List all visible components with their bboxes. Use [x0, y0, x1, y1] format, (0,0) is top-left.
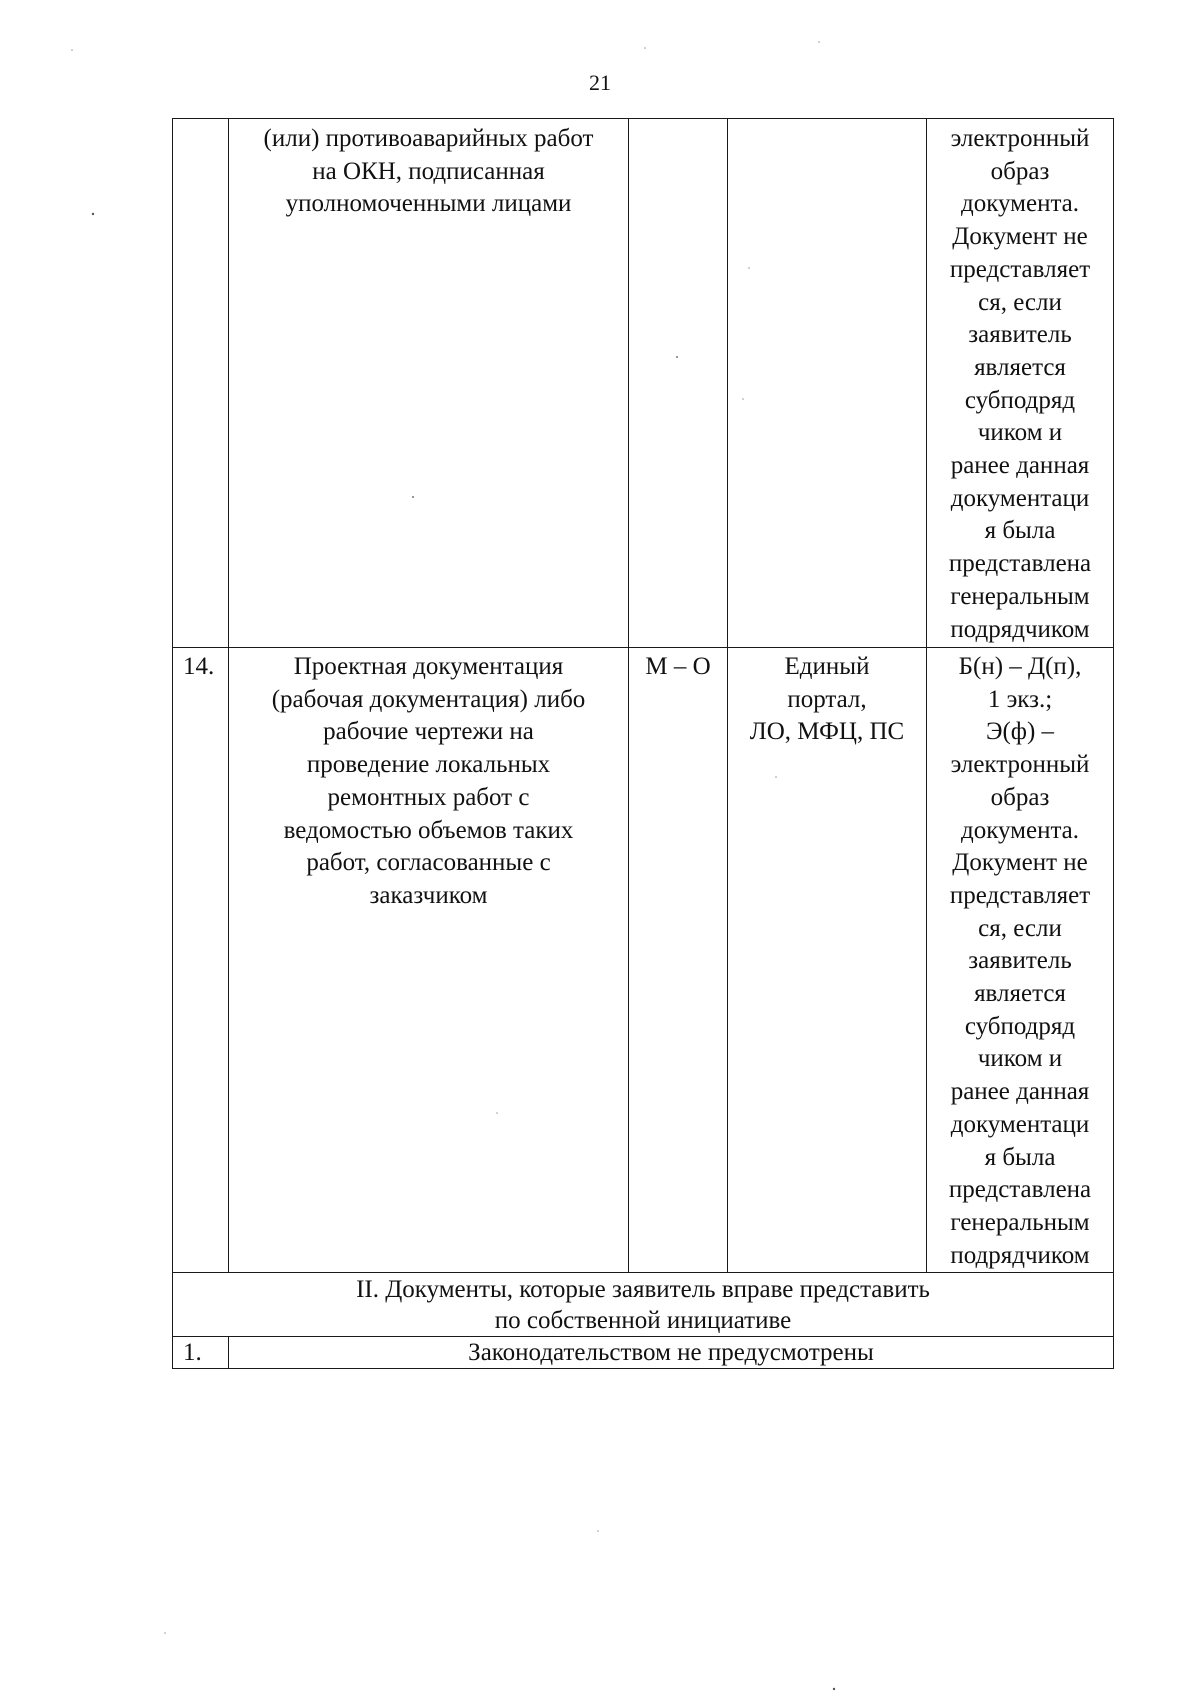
source-line: Единый [784, 653, 870, 680]
section-heading [173, 1273, 1114, 1337]
table-row-14 [173, 648, 1114, 1273]
form-line: документа. [960, 816, 1080, 844]
form-line: представлена [948, 1176, 1092, 1204]
form-line: чиком и [977, 419, 1063, 447]
category-cell: М – О [629, 648, 728, 1273]
row-text-cell: Законодательством не предусмотрены [229, 1337, 1114, 1369]
table-row-continuation [173, 119, 1114, 648]
scan-speck [92, 213, 94, 215]
form-line: образ [990, 783, 1050, 811]
document-name-line: рабочие чертежи на [323, 718, 534, 746]
document-name-line: (или) противоаварийных работ [263, 125, 594, 152]
page-number: 21 [589, 70, 611, 95]
form-line: подрядчиком [950, 1241, 1090, 1269]
form-line: ся, если [978, 914, 1062, 942]
form-line: электронный [950, 751, 1090, 779]
scan-speck [597, 1530, 599, 1532]
document-name-line: Проектная документация [293, 653, 564, 680]
scan-speck [818, 41, 820, 43]
table-row-section2-1 [173, 1337, 1114, 1369]
form-line: образ [990, 157, 1050, 185]
form-line: подрядчиком [950, 615, 1090, 643]
document-name-line: ремонтных работ с [327, 783, 530, 811]
form-line: документаци [950, 484, 1090, 512]
form-line: ранее данная [950, 452, 1090, 480]
document-name-cell [229, 648, 629, 1273]
form-line: Э(ф) – [985, 718, 1055, 746]
form-line: Документ не [952, 223, 1088, 251]
document-name-line: заказчиком [369, 881, 488, 909]
form-line: генеральным [950, 582, 1090, 610]
form-line: я была [984, 1143, 1056, 1171]
section-heading-row [173, 1273, 1114, 1337]
form-cell [927, 648, 1114, 1273]
scan-speck [71, 49, 73, 51]
form-line: заявитель [968, 947, 1072, 975]
form-line: представлена [948, 550, 1092, 578]
form-line: ся, если [978, 288, 1062, 316]
row-number-cell [173, 119, 229, 648]
document-name-line: ведомостью объемов таких [283, 816, 574, 844]
scan-speck [644, 47, 646, 49]
form-line: чиком и [977, 1045, 1063, 1073]
form-line: я была [984, 517, 1056, 545]
form-line: представляет [949, 881, 1091, 909]
scan-speck [164, 1632, 166, 1634]
section-heading-line: II. Документы, которые заявитель вправе представить [356, 1276, 930, 1304]
form-line: документа. [960, 190, 1080, 218]
form-line: Документ не [952, 849, 1088, 877]
form-cell [927, 119, 1114, 648]
form-line: субподряд [964, 1012, 1076, 1040]
form-line: заявитель [968, 321, 1072, 349]
scan-speck [833, 1688, 835, 1690]
document-name-cell [229, 119, 629, 648]
source-line: портал, [787, 685, 867, 713]
document-name-line: уполномоченными лицами [285, 190, 572, 218]
source-cell [728, 648, 927, 1273]
document-name-line: работ, согласованные с [306, 849, 551, 877]
category-cell [629, 119, 728, 648]
form-line: документаци [950, 1110, 1090, 1138]
row-number-cell: 1. [173, 1337, 229, 1369]
section-heading-line: по собственной инициативе [494, 1307, 792, 1335]
document-name-line: проведение локальных [306, 751, 551, 779]
form-line: представляет [949, 255, 1091, 283]
document-name-line: на ОКН, подписанная [312, 157, 545, 185]
row-number-cell: 14. [173, 648, 229, 1273]
form-line: ранее данная [950, 1078, 1090, 1106]
form-line: является [974, 353, 1066, 381]
source-cell [728, 119, 927, 648]
source-line: ЛО, МФЦ, ПС [749, 718, 905, 746]
form-line: 1 экз.; [987, 685, 1053, 713]
form-line: субподряд [964, 386, 1076, 414]
form-line: генеральным [950, 1208, 1090, 1236]
form-line: электронный [950, 125, 1090, 152]
documents-table [172, 118, 1114, 1369]
form-line: является [974, 980, 1066, 1008]
document-name-line: (рабочая документация) либо [271, 685, 586, 713]
form-line: Б(н) – Д(п), [958, 653, 1082, 680]
